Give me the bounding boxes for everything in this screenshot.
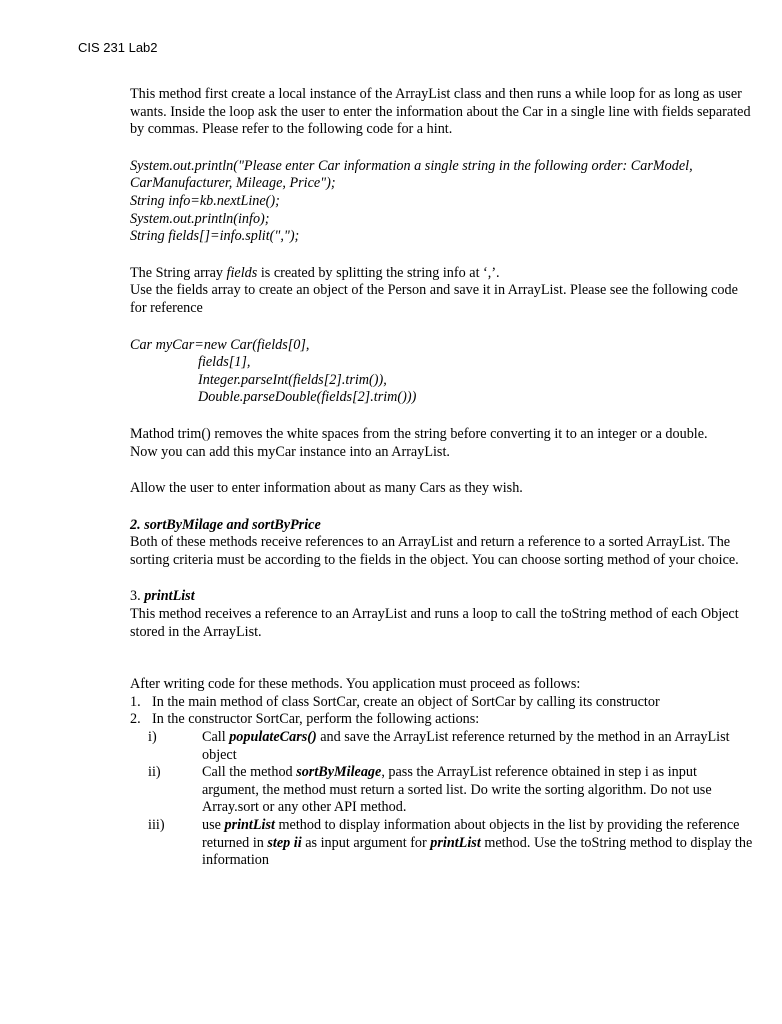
text-run: and save the ArrayList reference returned by the method in an ArrayList object [202,729,730,763]
text-run: as input argument for [301,834,431,851]
document-body [130,86,755,870]
method-name: sortByMileage [296,764,382,781]
code-line: String fields[]=info.split(","); [130,228,300,245]
code-line: String info=kb.nextLine(); [130,192,280,209]
sub-list-number: ii) [148,764,161,781]
code-block-input [130,158,755,246]
list-item [130,711,755,869]
allow-paragraph: Allow the user to enter information about as many Cars as they wish. [130,480,523,497]
sub-list-number: i) [148,729,157,746]
list-number: 1. [130,693,141,710]
text-run: The String array [130,264,227,281]
trim-paragraph-line1: Mathod trim() removes the white spaces from the string before converting it to an integer or a double. [130,425,708,442]
section-number: 3. [130,588,145,605]
method-name: populateCars() [229,729,317,746]
method-name: printList [224,817,275,833]
text-run: use [202,817,225,833]
intro-paragraph: This method first create a local instance of the ArrayList class and then runs a while loop for as long as user wants. Inside the loop ask the user to enter the information about the Car in a single line with fields separated by commas. Please refer to the following code for a hint. [130,86,751,138]
code-line: System.out.println("Please enter Car information a single string in the following order: CarModel, CarManufacturer, Mileage, Price"); [130,157,693,192]
list-text: In the constructor SortCar, perform the following actions: [152,711,480,728]
section-2-heading: 2. sortByMilage and sortByPrice [130,516,321,533]
split-paragraph [130,265,755,283]
text-run: Call [202,729,230,746]
method-name: printList [430,834,481,851]
section-2-body: Both of these methods receive references to an ArrayList and return a reference to a sorted ArrayList. The sorting criteria must be according to the fields in the object. You can choose sorting method of your choice. [130,534,739,568]
trim-paragraph-line2: Now you can add this myCar instance into an ArrayList. [130,443,450,460]
fields-paragraph: Use the fields array to create an object of the Person and save it in ArrayList. Please see the following code for reference [130,282,738,316]
text-run: Call the method [202,764,297,781]
section-3-heading [130,588,755,606]
document-header: CIS 231 Lab2 [78,40,158,55]
code-block-car [130,337,755,407]
sub-list-item [130,729,755,764]
procedure-list [130,694,755,870]
code-line: fields[1], [198,354,251,371]
step-reference: step ii [267,834,302,851]
sub-list-number: iii) [148,817,165,833]
procedure-intro: After writing code for these methods. You application must proceed as follows: [130,676,581,693]
section-3-body: This method receives a reference to an ArrayList and runs a loop to call the toString method of each Object stored in the ArrayList. [130,606,739,640]
code-line: System.out.println(info); [130,210,270,227]
fields-emphasis: fields [226,264,258,281]
text-run: method to display information about objects in the list by providing the reference returned in [202,817,740,851]
text-run: method. Use the toString method to display the information [202,834,753,869]
section-title: printList [144,588,195,605]
list-text: In the main method of class SortCar, create an object of SortCar by calling its constructor [152,693,660,710]
list-item [130,694,755,712]
sub-list-item [130,764,755,817]
text-run: , pass the ArrayList reference obtained in step i as input argument, the method must return a sorted list. Do write the sorting algorithm. Do not use Array.sort or any other API method. [202,764,712,816]
code-line: Double.parseDouble(fields[2].trim())) [198,389,417,406]
sub-list-item [130,817,755,870]
text-run: is created by splitting the string info at ‘,’. [257,264,500,281]
sub-list [130,729,755,870]
list-number: 2. [130,711,141,728]
code-line: Integer.parseInt(fields[2].trim()), [198,371,387,388]
code-line: Car myCar=new Car(fields[0], [130,336,310,353]
